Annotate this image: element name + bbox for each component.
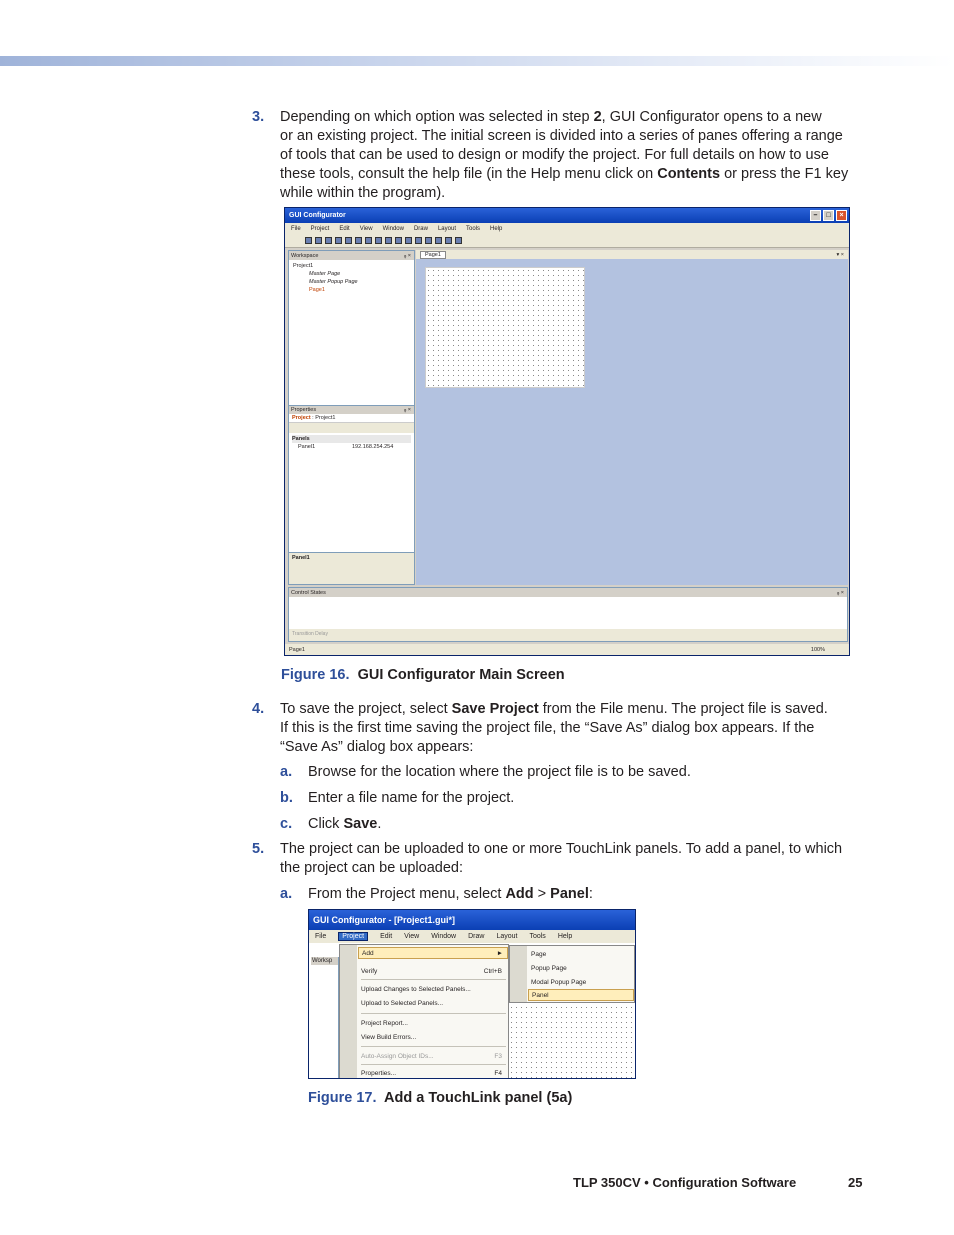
- step-5-number: 5.: [252, 841, 265, 857]
- redo-icon[interactable]: [375, 237, 382, 244]
- footer-title: TLP 350CV • Configuration Software: [573, 1175, 797, 1190]
- workspace-tree: [289, 260, 414, 405]
- cut-icon[interactable]: [335, 237, 342, 244]
- menu-item-upload-selected[interactable]: Upload to Selected Panels...: [361, 999, 444, 1007]
- button-tool-icon[interactable]: [415, 237, 422, 244]
- header-gradient-bar: [0, 56, 954, 66]
- page-number: 25: [848, 1175, 863, 1190]
- figure-16-caption: Figure 16. GUI Configurator Main Screen: [281, 667, 565, 683]
- menu-help[interactable]: Help: [557, 933, 573, 940]
- save-icon[interactable]: [325, 237, 332, 244]
- panel1-ip[interactable]: 192.168.254.254: [352, 444, 394, 450]
- figure-17-caption: Figure 17. Add a TouchLink panel (5a): [308, 1090, 573, 1106]
- menu-edit[interactable]: Edit: [339, 225, 350, 232]
- delete-icon[interactable]: [385, 237, 392, 244]
- add-submenu: [509, 945, 635, 1003]
- submenu-item-page[interactable]: Page: [531, 950, 547, 958]
- property-description: Panel1: [289, 552, 414, 584]
- step-3-number: 3.: [252, 109, 265, 125]
- tree-item-page1[interactable]: Page1: [309, 287, 325, 293]
- step-4-number: 4.: [252, 701, 265, 717]
- menu-item-properties[interactable]: Properties... F4: [361, 1069, 502, 1077]
- maximize-icon[interactable]: □: [823, 210, 834, 221]
- menu-window[interactable]: Window: [431, 933, 457, 940]
- project-add-panel-menu-screenshot: [308, 909, 636, 1079]
- step-4a-number: a.: [280, 764, 293, 780]
- align-icon[interactable]: [405, 237, 412, 244]
- menu-draw[interactable]: Draw: [468, 933, 485, 940]
- tab-page1[interactable]: Page1: [420, 251, 446, 259]
- menu-item-upload-changes[interactable]: Upload Changes to Selected Panels...: [361, 985, 471, 993]
- properties-header: Properties ᵩ ×: [289, 405, 414, 414]
- step-4b-number: b.: [280, 790, 293, 806]
- step-4-text: To save the project, select Save Project from the File menu. The project file is saved. If this is the first time saving the project file, the “Save As” dialog box appears. If the “Save As” dialog box appears:: [280, 701, 828, 755]
- window-title: GUI Configurator: [289, 212, 346, 219]
- workspace-pane: [288, 250, 415, 585]
- submenu-item-popup-page[interactable]: Popup Page: [531, 964, 567, 972]
- step-3-text: Depending on which option was selected in step 2, GUI Configurator opens to a new or an existing project. The initial screen is divided into a series of panes offering a range of tools that can be used to design or modify the project. For full details on how to use these tools, consult the help file (in the Help menu click on Contents or press the F1 key while within the program).: [280, 109, 849, 201]
- menu-item-view-build-errors[interactable]: View Build Errors...: [361, 1033, 417, 1041]
- step-5a-text: From the Project menu, select Add > Panel:: [308, 886, 593, 902]
- menu-bar: [285, 223, 849, 234]
- window-title-bar: [309, 910, 635, 930]
- menu-item-add[interactable]: Add ►: [358, 947, 508, 959]
- status-page: Page1: [289, 646, 305, 653]
- step-5a-number: a.: [280, 886, 293, 902]
- menu-draw[interactable]: Draw: [413, 225, 428, 232]
- menu-file[interactable]: File: [291, 225, 301, 232]
- menu-edit[interactable]: Edit: [380, 933, 393, 940]
- menu-tools[interactable]: Tools: [465, 225, 480, 232]
- open-icon[interactable]: [315, 237, 322, 244]
- upload-icon[interactable]: [455, 237, 462, 244]
- control-states-close-icon[interactable]: ᵩ ×: [836, 589, 844, 596]
- transition-toolbar: Transition Delay: [289, 629, 847, 641]
- step-4b-text: Enter a file name for the project.: [308, 790, 515, 806]
- zoom-level: 100%: [810, 646, 825, 653]
- pane-close-icon[interactable]: ᵩ ×: [403, 252, 411, 259]
- menu-view[interactable]: View: [359, 225, 373, 232]
- design-canvas-area: [416, 250, 848, 585]
- build-icon[interactable]: [445, 237, 452, 244]
- window-title-bar: [285, 208, 849, 223]
- submenu-item-panel[interactable]: Panel: [528, 989, 634, 1001]
- tree-item-project[interactable]: Project1: [293, 263, 314, 269]
- gui-configurator-main-screen: [284, 207, 850, 656]
- page-canvas[interactable]: [425, 267, 585, 388]
- workspace-header: Workspace ᵩ ×: [289, 251, 414, 260]
- document-tab-row: [416, 250, 848, 259]
- workspace-stub: Worksp: [311, 957, 339, 1079]
- project-menu-dropdown: [339, 944, 509, 1079]
- new-icon[interactable]: [305, 237, 312, 244]
- tab-close-icon[interactable]: ▾ ×: [836, 251, 844, 258]
- tree-item-master-page[interactable]: Master Page: [309, 271, 341, 277]
- status-bar: [285, 644, 849, 655]
- menu-project[interactable]: Project: [310, 225, 330, 232]
- menu-window[interactable]: Window: [382, 225, 404, 232]
- menu-item-auto-assign-ids[interactable]: Auto-Assign Object IDs... F3: [361, 1052, 502, 1060]
- properties-grid: Panels Panel1 192.168.254.254: [289, 433, 414, 453]
- menu-project[interactable]: Project: [338, 932, 368, 941]
- menu-item-project-report[interactable]: Project Report...: [361, 1019, 408, 1027]
- menu-help[interactable]: Help: [490, 225, 503, 232]
- menu-file[interactable]: File: [315, 933, 327, 940]
- properties-selector[interactable]: Project : Project1: [289, 414, 414, 423]
- paste-icon[interactable]: [355, 237, 362, 244]
- close-icon[interactable]: ×: [836, 210, 847, 221]
- tree-item-master-popup-page[interactable]: Master Popup Page: [309, 279, 358, 285]
- menu-bar: [309, 930, 635, 943]
- menu-tools[interactable]: Tools: [529, 933, 546, 940]
- image-tool-icon[interactable]: [425, 237, 432, 244]
- submenu-item-modal-popup-page[interactable]: Modal Popup Page: [531, 978, 587, 986]
- copy-icon[interactable]: [345, 237, 352, 244]
- step-4c-number: c.: [280, 816, 293, 832]
- minimize-icon[interactable]: –: [810, 210, 821, 221]
- menu-layout[interactable]: Layout: [437, 225, 456, 232]
- window-title: GUI Configurator - [Project1.gui*]: [313, 915, 456, 925]
- properties-close-icon[interactable]: ᵩ ×: [403, 407, 411, 413]
- menu-layout[interactable]: Layout: [496, 933, 518, 940]
- menu-view[interactable]: View: [404, 933, 420, 940]
- menu-item-verify[interactable]: Verify Ctrl+B: [361, 967, 502, 975]
- step-5-text: The project can be uploaded to one or more TouchLink panels. To add a panel, to which the project can be uploaded:: [280, 841, 843, 876]
- properties-toolbar: [289, 423, 414, 433]
- undo-icon[interactable]: [365, 237, 372, 244]
- page-canvas[interactable]: [509, 1005, 636, 1079]
- control-states-pane: Control States ᵩ × Transition Delay: [288, 587, 848, 642]
- step-4c-text: Click Save.: [308, 816, 382, 832]
- toolbar: [285, 234, 849, 248]
- grid-icon[interactable]: [395, 237, 402, 244]
- text-tool-icon[interactable]: [435, 237, 442, 244]
- step-4a-text: Browse for the location where the project file is to be saved.: [308, 764, 691, 780]
